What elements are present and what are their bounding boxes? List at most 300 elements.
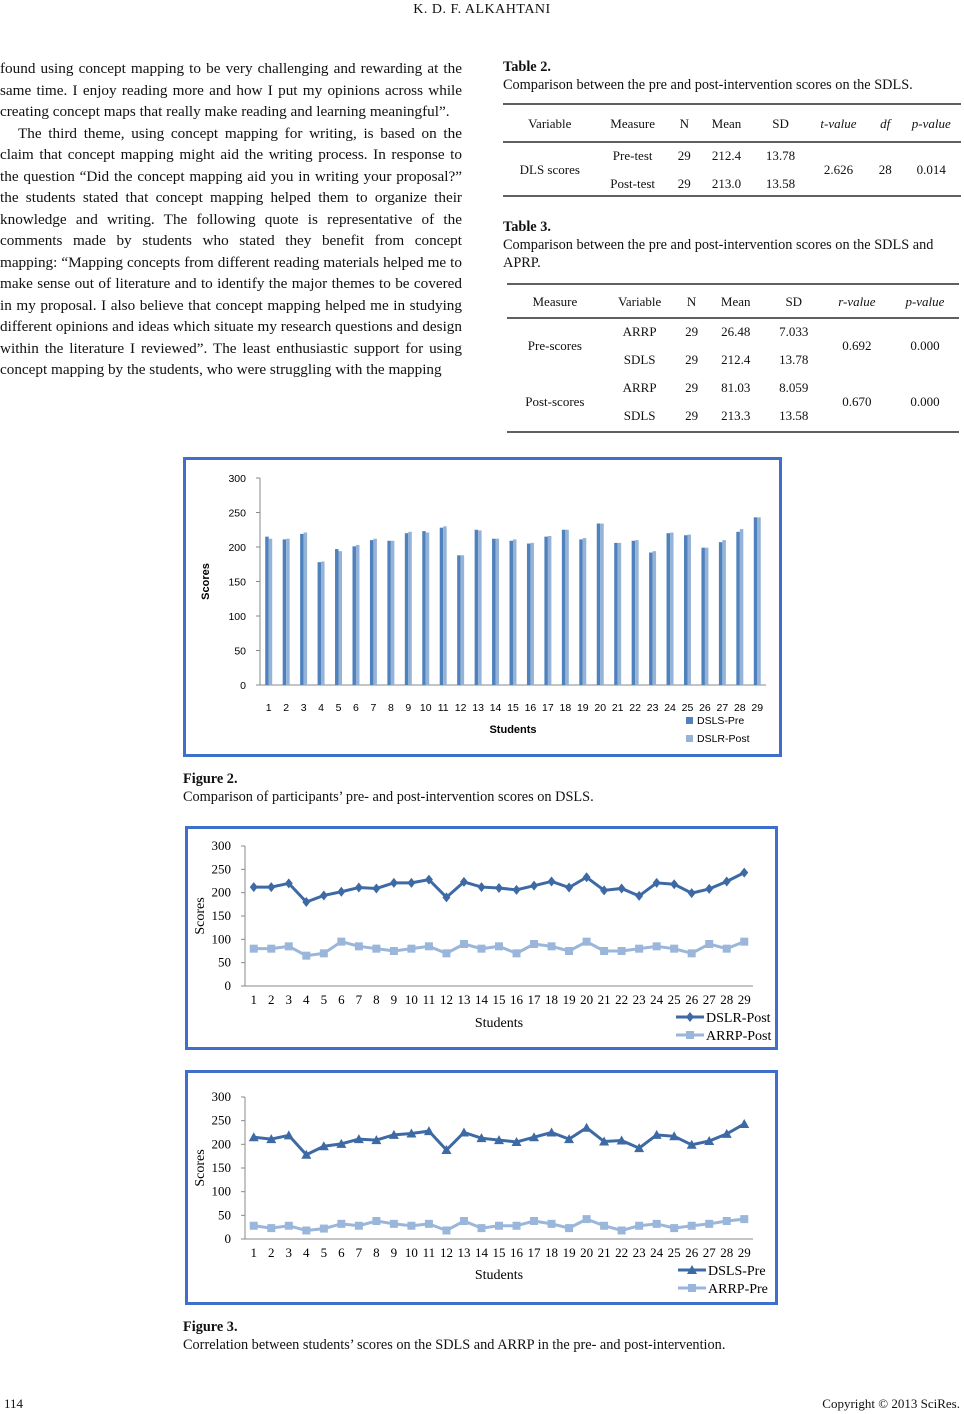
data-point <box>618 883 626 893</box>
bar-dslr-post <box>426 533 429 685</box>
y-tick-label: 200 <box>228 542 246 554</box>
bar-dsls-pre <box>544 537 547 685</box>
table-cell: 13.58 <box>779 408 809 423</box>
x-tick-label: 8 <box>373 992 380 1007</box>
x-tick-label: 11 <box>437 702 449 714</box>
table3-header-row <box>507 285 959 318</box>
copyright: Copyright © 2013 SciRes. <box>822 1396 960 1411</box>
table-cell: 29 <box>677 176 691 191</box>
bar-dslr-post <box>635 540 638 685</box>
x-tick-label: 10 <box>404 992 418 1007</box>
data-point <box>513 949 521 957</box>
data-point <box>740 1215 748 1223</box>
body-text <box>0 58 462 381</box>
x-tick-label: 13 <box>457 1245 471 1260</box>
data-point <box>635 945 643 953</box>
y-tick-label: 50 <box>218 954 231 970</box>
data-point <box>320 949 328 957</box>
legend-label: DSLR-Post <box>706 1011 771 1026</box>
x-tick-label: 14 <box>474 1245 488 1260</box>
legend-swatch <box>686 735 693 742</box>
x-tick-label: 6 <box>353 702 359 714</box>
y-tick-label: 0 <box>240 680 246 692</box>
data-point <box>583 938 591 946</box>
x-tick-label: 25 <box>667 1245 681 1260</box>
bar-dslr-post <box>286 539 289 685</box>
x-tick-label: 23 <box>632 992 646 1007</box>
data-point <box>548 876 556 886</box>
x-tick-label: 14 <box>489 702 502 714</box>
bar-dsls-pre <box>422 531 425 685</box>
x-tick-label: 16 <box>510 992 524 1007</box>
y-tick-label: 150 <box>228 576 246 589</box>
table-cell: 212.4 <box>721 352 751 367</box>
table-cell: 26.48 <box>721 324 751 339</box>
data-point <box>600 947 608 955</box>
table3-col-measure: Measure <box>532 293 578 309</box>
table3-group-post: Post-scores <box>525 394 585 409</box>
table-cell: SDLS <box>623 408 656 423</box>
data-point <box>530 940 538 948</box>
data-point <box>372 945 380 953</box>
x-tick-label: 4 <box>303 992 310 1007</box>
data-point <box>688 949 696 957</box>
bar-dsls-pre <box>318 562 321 685</box>
x-tick-label: 1 <box>250 992 258 1007</box>
data-point <box>495 942 503 950</box>
table3-caption-block <box>503 218 963 272</box>
data-point <box>337 938 345 946</box>
x-tick-label: 2 <box>268 1245 275 1260</box>
y-axis-title: Scores <box>193 1149 208 1187</box>
data-point <box>548 1220 556 1228</box>
bar-dsls-pre <box>387 541 390 685</box>
table3-col-sd: SD <box>785 293 803 309</box>
bar-dslr-post <box>687 535 690 685</box>
y-tick-label: 300 <box>228 473 246 485</box>
paragraph-1: found using concept mapping to be very challenging and rewarding at the same time. I enjoy reading more and how I put my opinions across while creating concept maps that really make reading and learning meaningful”. <box>0 60 462 120</box>
table3 <box>507 285 959 430</box>
x-tick-label: 21 <box>597 1245 611 1260</box>
table-cell: 29 <box>685 324 699 339</box>
x-axis-title: Students <box>474 1016 524 1031</box>
x-tick-label: 20 <box>580 1245 594 1260</box>
bar-dsls-pre <box>475 530 478 685</box>
x-tick-label: 13 <box>472 702 484 714</box>
data-point <box>302 1226 310 1234</box>
x-tick-label: 24 <box>650 992 664 1007</box>
bar-dsls-pre <box>440 528 443 685</box>
x-tick-label: 2 <box>283 702 290 714</box>
x-tick-label: 11 <box>422 1245 436 1260</box>
x-tick-label: 26 <box>699 702 711 714</box>
bar-dsls-pre <box>492 539 495 685</box>
table-cell: Pre-test <box>612 148 653 163</box>
x-tick-label: 5 <box>320 1245 328 1260</box>
bar-dslr-post <box>653 551 656 685</box>
table2-col-p: p-value <box>911 115 951 131</box>
table-row <box>507 318 959 346</box>
table-cell: ARRP <box>622 380 657 395</box>
bar-dsls-pre <box>632 541 635 685</box>
table3-col-n: N <box>686 293 697 309</box>
x-tick-label: 16 <box>510 1245 524 1260</box>
table2-caption: Comparison between the pre and post-intervention scores on the SDLS. <box>503 77 913 93</box>
x-tick-label: 29 <box>751 702 764 714</box>
y-tick-label: 100 <box>211 1183 231 1199</box>
x-tick-label: 4 <box>303 1245 310 1260</box>
data-point <box>635 1222 643 1230</box>
x-axis-title: Students <box>489 724 537 736</box>
data-point <box>425 1220 433 1228</box>
data-point <box>548 942 556 950</box>
legend-marker <box>686 1012 694 1022</box>
table-cell: 8.059 <box>779 380 809 395</box>
figure3-pre-frame <box>185 1070 778 1305</box>
data-point <box>460 1217 468 1225</box>
bar-dslr-post <box>304 533 307 685</box>
x-tick-label: 6 <box>338 1245 345 1260</box>
legend-marker <box>688 1284 696 1292</box>
bar-dsls-pre <box>283 539 286 685</box>
x-tick-label: 1 <box>265 702 272 714</box>
x-tick-label: 21 <box>611 702 624 714</box>
x-tick-label: 15 <box>492 992 506 1007</box>
bar-dslr-post <box>530 543 533 685</box>
data-point <box>407 878 415 888</box>
table-cell: 29 <box>685 408 699 423</box>
bar-chart <box>186 460 779 754</box>
table-cell: 81.03 <box>721 380 751 395</box>
data-point <box>477 882 485 892</box>
x-tick-label: 17 <box>527 1245 541 1260</box>
data-point <box>705 884 713 894</box>
table2-col-df: df <box>880 115 891 131</box>
x-tick-label: 27 <box>716 702 729 714</box>
legend-marker <box>686 1031 694 1039</box>
bar-dslr-post <box>740 529 743 685</box>
data-point <box>320 1225 328 1233</box>
bar-dslr-post <box>513 539 516 685</box>
data-point <box>565 947 573 955</box>
x-tick-label: 7 <box>370 702 377 714</box>
data-point <box>250 945 258 953</box>
x-tick-label: 12 <box>454 702 467 714</box>
data-point <box>670 945 678 953</box>
table-cell: 212.4 <box>711 148 742 163</box>
data-point <box>390 1220 398 1228</box>
y-tick-label: 100 <box>211 931 231 947</box>
table2-df: 28 <box>878 162 892 177</box>
table3-col-variable: Variable <box>617 293 662 309</box>
y-tick-label: 150 <box>211 1160 231 1175</box>
data-point <box>653 942 661 950</box>
data-point <box>513 1222 521 1230</box>
x-tick-label: 13 <box>457 992 471 1007</box>
data-point <box>705 940 713 948</box>
x-tick-label: 20 <box>594 702 607 714</box>
figure2-caption-block <box>183 770 594 806</box>
y-tick-label: 250 <box>211 861 231 877</box>
data-point <box>739 1119 749 1128</box>
bar-dsls-pre <box>510 541 513 685</box>
y-axis-title: Scores <box>193 897 208 935</box>
table-row <box>503 142 961 170</box>
table2-col-n: N <box>679 115 689 131</box>
x-tick-label: 29 <box>737 1245 751 1260</box>
table-cell: 29 <box>685 352 699 367</box>
bar-dsls-pre <box>649 553 652 685</box>
bar-dsls-pre <box>719 542 722 685</box>
x-tick-label: 4 <box>318 702 324 714</box>
bar-dsls-pre <box>684 535 687 685</box>
x-tick-label: 9 <box>405 702 412 714</box>
bar-dsls-pre <box>370 540 373 685</box>
bar-dslr-post <box>408 532 411 685</box>
data-point <box>372 883 380 893</box>
bar-dsls-pre <box>736 532 739 685</box>
x-tick-label: 26 <box>685 1245 699 1260</box>
y-tick-label: 300 <box>211 838 231 853</box>
table2-label: Table 2. <box>503 59 551 75</box>
data-point <box>583 1215 591 1223</box>
x-axis-title: Students <box>474 1268 524 1283</box>
data-point <box>390 878 398 888</box>
figure3-caption-block <box>183 1318 725 1354</box>
data-point <box>250 882 258 892</box>
bar-dsls-pre <box>527 544 530 685</box>
data-point <box>530 1217 538 1225</box>
data-point <box>459 1128 469 1137</box>
data-point <box>425 942 433 950</box>
y-tick-label: 150 <box>211 908 231 923</box>
table2-t-value: 2.626 <box>823 162 854 177</box>
bar-dsls-pre <box>597 524 600 685</box>
y-tick-label: 250 <box>228 507 246 520</box>
data-point <box>355 942 363 950</box>
x-tick-label: 3 <box>285 992 293 1007</box>
data-point <box>442 949 450 957</box>
x-tick-label: 2 <box>268 992 275 1007</box>
y-tick-label: 100 <box>228 611 246 623</box>
table-cell: ARRP <box>622 324 657 339</box>
bar-dslr-post <box>356 545 359 685</box>
data-point <box>250 1222 258 1230</box>
figure2-caption: Comparison of participants’ pre- and post-intervention scores on DSLS. <box>183 789 594 805</box>
x-tick-label: 15 <box>507 702 519 714</box>
x-tick-label: 18 <box>559 702 572 714</box>
table3-group-pre: Pre-scores <box>527 338 582 353</box>
x-tick-label: 9 <box>390 992 398 1007</box>
x-tick-label: 23 <box>646 702 659 714</box>
data-point <box>723 876 731 886</box>
figure3-caption: Correlation between students’ scores on the SDLS and ARRP in the pre- and post-intervention. <box>183 1337 726 1353</box>
x-tick-label: 10 <box>404 1245 418 1260</box>
y-tick-label: 50 <box>234 645 246 658</box>
figure2-label: Figure 2. <box>183 771 238 787</box>
legend-label: DSLS-Pre <box>708 1264 766 1279</box>
data-point <box>600 1222 608 1230</box>
table-cell: SDLS <box>623 352 656 367</box>
bar-dsls-pre <box>335 549 338 685</box>
bar-dsls-pre <box>562 530 565 685</box>
bar-dslr-post <box>583 538 586 685</box>
x-tick-label: 23 <box>632 1245 646 1260</box>
table2-p-value: 0.014 <box>916 162 946 177</box>
data-point <box>355 883 363 893</box>
y-tick-label: 200 <box>211 1136 231 1152</box>
bar-dslr-post <box>478 530 481 685</box>
x-tick-label: 10 <box>419 702 432 714</box>
table-cell: 29 <box>677 148 691 163</box>
data-point <box>723 945 731 953</box>
table-row <box>507 374 959 402</box>
legend-label: DSLR-Post <box>697 733 750 745</box>
bar-dslr-post <box>339 551 342 685</box>
x-tick-label: 18 <box>545 1245 559 1260</box>
line-chart-pre <box>188 1073 775 1302</box>
data-point <box>267 882 275 892</box>
data-point <box>565 883 573 893</box>
data-point <box>688 888 696 898</box>
table2 <box>503 105 961 198</box>
legend-label: ARRP-Post <box>706 1029 772 1044</box>
x-tick-label: 6 <box>338 992 345 1007</box>
figure3-post-frame <box>185 826 778 1050</box>
data-point <box>618 1226 626 1234</box>
table-cell: Post-test <box>610 176 656 191</box>
y-tick-label: 50 <box>218 1207 231 1223</box>
table3-col-mean: Mean <box>720 293 751 309</box>
x-tick-label: 3 <box>300 702 307 714</box>
data-point <box>267 945 275 953</box>
x-tick-label: 9 <box>390 1245 398 1260</box>
running-header: K. D. F. ALKAHTANI <box>413 2 551 17</box>
data-point <box>705 1220 713 1228</box>
data-point <box>723 1217 731 1225</box>
x-tick-label: 17 <box>527 992 541 1007</box>
table2-caption-block <box>503 58 963 94</box>
table-cell: 13.78 <box>765 148 796 163</box>
y-axis-title: Scores <box>200 563 212 600</box>
data-point <box>653 1220 661 1228</box>
bar-dsls-pre <box>701 548 704 685</box>
data-point <box>740 868 748 878</box>
data-point <box>267 1224 275 1232</box>
table2-col-mean: Mean <box>711 115 742 131</box>
bar-dsls-pre <box>754 517 757 685</box>
table3-p-pre: 0.000 <box>910 338 940 353</box>
x-tick-label: 14 <box>474 992 488 1007</box>
bar-dslr-post <box>705 548 708 685</box>
bar-dsls-pre <box>667 533 670 685</box>
bar-dsls-pre <box>265 537 268 685</box>
table3-r-pre: 0.692 <box>842 338 872 353</box>
data-point <box>477 945 485 953</box>
bar-dslr-post <box>722 540 725 685</box>
data-point <box>618 947 626 955</box>
legend-label: ARRP-Pre <box>708 1282 768 1297</box>
x-tick-label: 29 <box>737 992 751 1007</box>
y-tick-label: 200 <box>211 884 231 900</box>
data-point <box>565 1224 573 1232</box>
data-point <box>320 890 328 900</box>
x-tick-label: 7 <box>355 1245 363 1260</box>
data-point <box>390 947 398 955</box>
table2-header-row <box>503 105 961 142</box>
x-tick-label: 24 <box>664 702 676 714</box>
table-cell: 7.033 <box>779 324 809 339</box>
x-tick-label: 7 <box>355 992 363 1007</box>
x-tick-label: 25 <box>681 702 694 714</box>
bar-dsls-pre <box>352 546 355 685</box>
x-tick-label: 27 <box>702 992 716 1007</box>
x-tick-label: 3 <box>285 1245 293 1260</box>
x-tick-label: 19 <box>562 992 576 1007</box>
data-point <box>285 942 293 950</box>
x-tick-label: 15 <box>492 1245 506 1260</box>
data-point <box>355 1222 363 1230</box>
data-point <box>688 1222 696 1230</box>
table3-label: Table 3. <box>503 219 551 235</box>
y-tick-label: 250 <box>211 1112 231 1128</box>
x-tick-label: 12 <box>439 1245 453 1260</box>
y-tick-label: 0 <box>224 978 231 993</box>
x-tick-label: 17 <box>542 702 554 714</box>
bar-dslr-post <box>496 539 499 685</box>
data-point <box>670 1224 678 1232</box>
bar-dslr-post <box>373 539 376 685</box>
page-number: 114 <box>4 1396 24 1411</box>
data-point <box>407 945 415 953</box>
legend-swatch <box>686 717 693 724</box>
x-tick-label: 16 <box>524 702 537 714</box>
x-tick-label: 24 <box>650 1245 664 1260</box>
x-tick-label: 12 <box>439 992 453 1007</box>
table3-col-p: p-value <box>905 293 945 309</box>
x-tick-label: 27 <box>702 1245 716 1260</box>
bar-dsls-pre <box>405 533 408 685</box>
table-cell: 29 <box>685 380 699 395</box>
x-tick-label: 28 <box>720 1245 734 1260</box>
x-tick-label: 22 <box>629 702 641 714</box>
x-tick-label: 8 <box>387 702 394 714</box>
data-point <box>372 1217 380 1225</box>
x-tick-label: 26 <box>685 992 699 1007</box>
table2-variable: DLS scores <box>519 162 580 177</box>
figure2-frame <box>183 457 782 757</box>
bar-dsls-pre <box>579 539 582 685</box>
x-tick-label: 20 <box>580 992 594 1007</box>
bar-dsls-pre <box>614 543 617 685</box>
x-tick-label: 18 <box>545 992 559 1007</box>
table2-col-measure: Measure <box>610 115 656 131</box>
bar-dslr-post <box>565 530 568 685</box>
x-tick-label: 28 <box>733 702 746 714</box>
table3-p-post: 0.000 <box>910 394 940 409</box>
bar-dslr-post <box>461 555 464 685</box>
data-point <box>285 1222 293 1230</box>
bar-dslr-post <box>443 526 446 685</box>
data-point <box>495 1222 503 1230</box>
x-tick-label: 22 <box>615 992 629 1007</box>
table2-col-sd: SD <box>772 115 789 131</box>
y-tick-label: 300 <box>211 1089 231 1104</box>
bar-dslr-post <box>321 561 324 685</box>
data-point <box>477 1224 485 1232</box>
y-tick-label: 0 <box>224 1231 231 1246</box>
x-tick-label: 5 <box>320 992 328 1007</box>
